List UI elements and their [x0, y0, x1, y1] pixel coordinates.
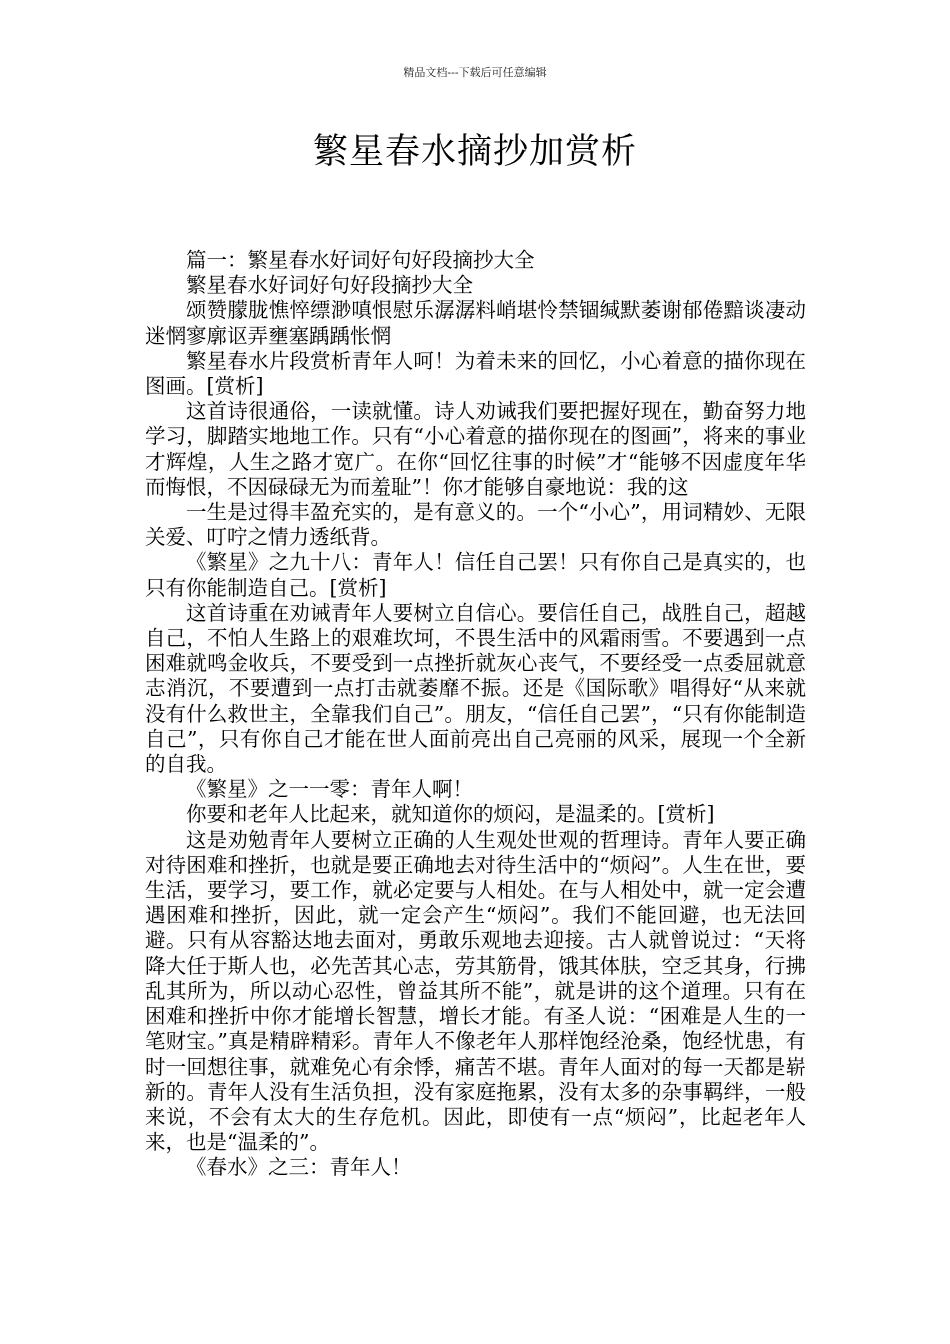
paragraph: 你要和老年人比起来，就知道你的烦闷，是温柔的。[赏析]: [186, 802, 715, 827]
document-title: 繁星春水摘抄加赏析: [312, 132, 637, 172]
paragraph: 《春水》之三：青年人！: [186, 1155, 412, 1180]
paragraph: 这是劝勉青年人要树立正确的人生观处世观的哲理诗。青年人要正确对待困难和挫折，也就是要正确地去对待生活中的“烦闷”。人生在世，要生活，要学习，要工作，就必定要与人相处。在与人相处中，就一定会遭遇困难和挫折，因此，就一定会产生“烦闷”。我们不能回避，也无法回避。只有从容豁达地去面对，勇敢乐观地去迎接。古人就曾说过：“天将降大任于斯人也，必先苦其心志，劳其筋骨，饿其体肤，空乏其身，行拂乱其所为，所以动心忍性，曾益其所不能”，就是讲的这个道理。只有在困难和挫折中你才能增长智慧，增长才能。有圣人说：“困难是人生的一笔财宝。”真是精辟精彩。青年人不像老年人那样饱经沧桑，饱经忧患，有时一回想往事，就难免心有余悸，痛苦不堪。青年人面对的每一天都是崭新的。青年人没有生活负担，没有家庭拖累，没有太多的杂事羁绊，一般来说，不会有太大的生存危机。因此，即使有一点“烦闷”，比起老年人来，也是“温柔的”。: [145, 827, 806, 1155]
paragraph: 一生是过得丰盈充实的，是有意义的。一个“小心”，用词精妙、无限关爱、叮咛之情力透纸背。: [145, 500, 806, 550]
page-header: 精品文档---下载后可任意编辑: [403, 66, 547, 79]
paragraph: 《繁星》之九十八：青年人！信任自己罢！只有你自己是真实的，也只有你能制造自己。[赏析]: [145, 550, 806, 600]
paragraph: 篇一：繁星春水好词好句好段摘抄大全: [186, 248, 535, 272]
paragraph: 颂赞朦胧憔悴缥渺嗔恨慰乐潺潺料峭堪怜禁锢缄默萎谢郁倦黯谈凄动迷惘寥廓讴弄壅塞踽踽怅惘: [145, 298, 806, 348]
paragraph: 繁星春水片段赏析青年人呵！为着未来的回忆，小心着意的描你现在图画。[赏析]: [145, 348, 806, 399]
paragraph: 这首诗很通俗，一读就懂。诗人劝诫我们要把握好现在，勤奋努力地学习，脚踏实地地工作。只有“小心着意的描你现在的图画”，将来的事业才辉煌，人生之路才宽广。在你“回忆往事的时候”才“能够不因虚度年华而悔恨，不因碌碌无为而羞耻”！你才能够自豪地说：我的这: [145, 399, 806, 499]
paragraph: 《繁星》之一一零：青年人啊！: [186, 777, 473, 802]
paragraph: 这首诗重在劝诫青年人要树立自信心。要信任自己，战胜自己，超越自己，不怕人生路上的艰难坎坷，不畏生活中的风霜雨雪。不要遇到一点困难就鸣金收兵，不要受到一点挫折就灰心丧气，不要经受一点委屈就意志消沉，不要遭到一点打击就萎靡不振。还是《国际歌》唱得好“从来就没有什么救世主，全靠我们自己”。朋友，“信任自己罢”，“只有你能制造自己”，只有你自己才能在世人面前亮出自己亮丽的风采，展现一个全新的自我。: [145, 600, 806, 777]
document-body: [145, 248, 806, 1181]
paragraph: 繁星春水好词好句好段摘抄大全: [186, 273, 473, 298]
